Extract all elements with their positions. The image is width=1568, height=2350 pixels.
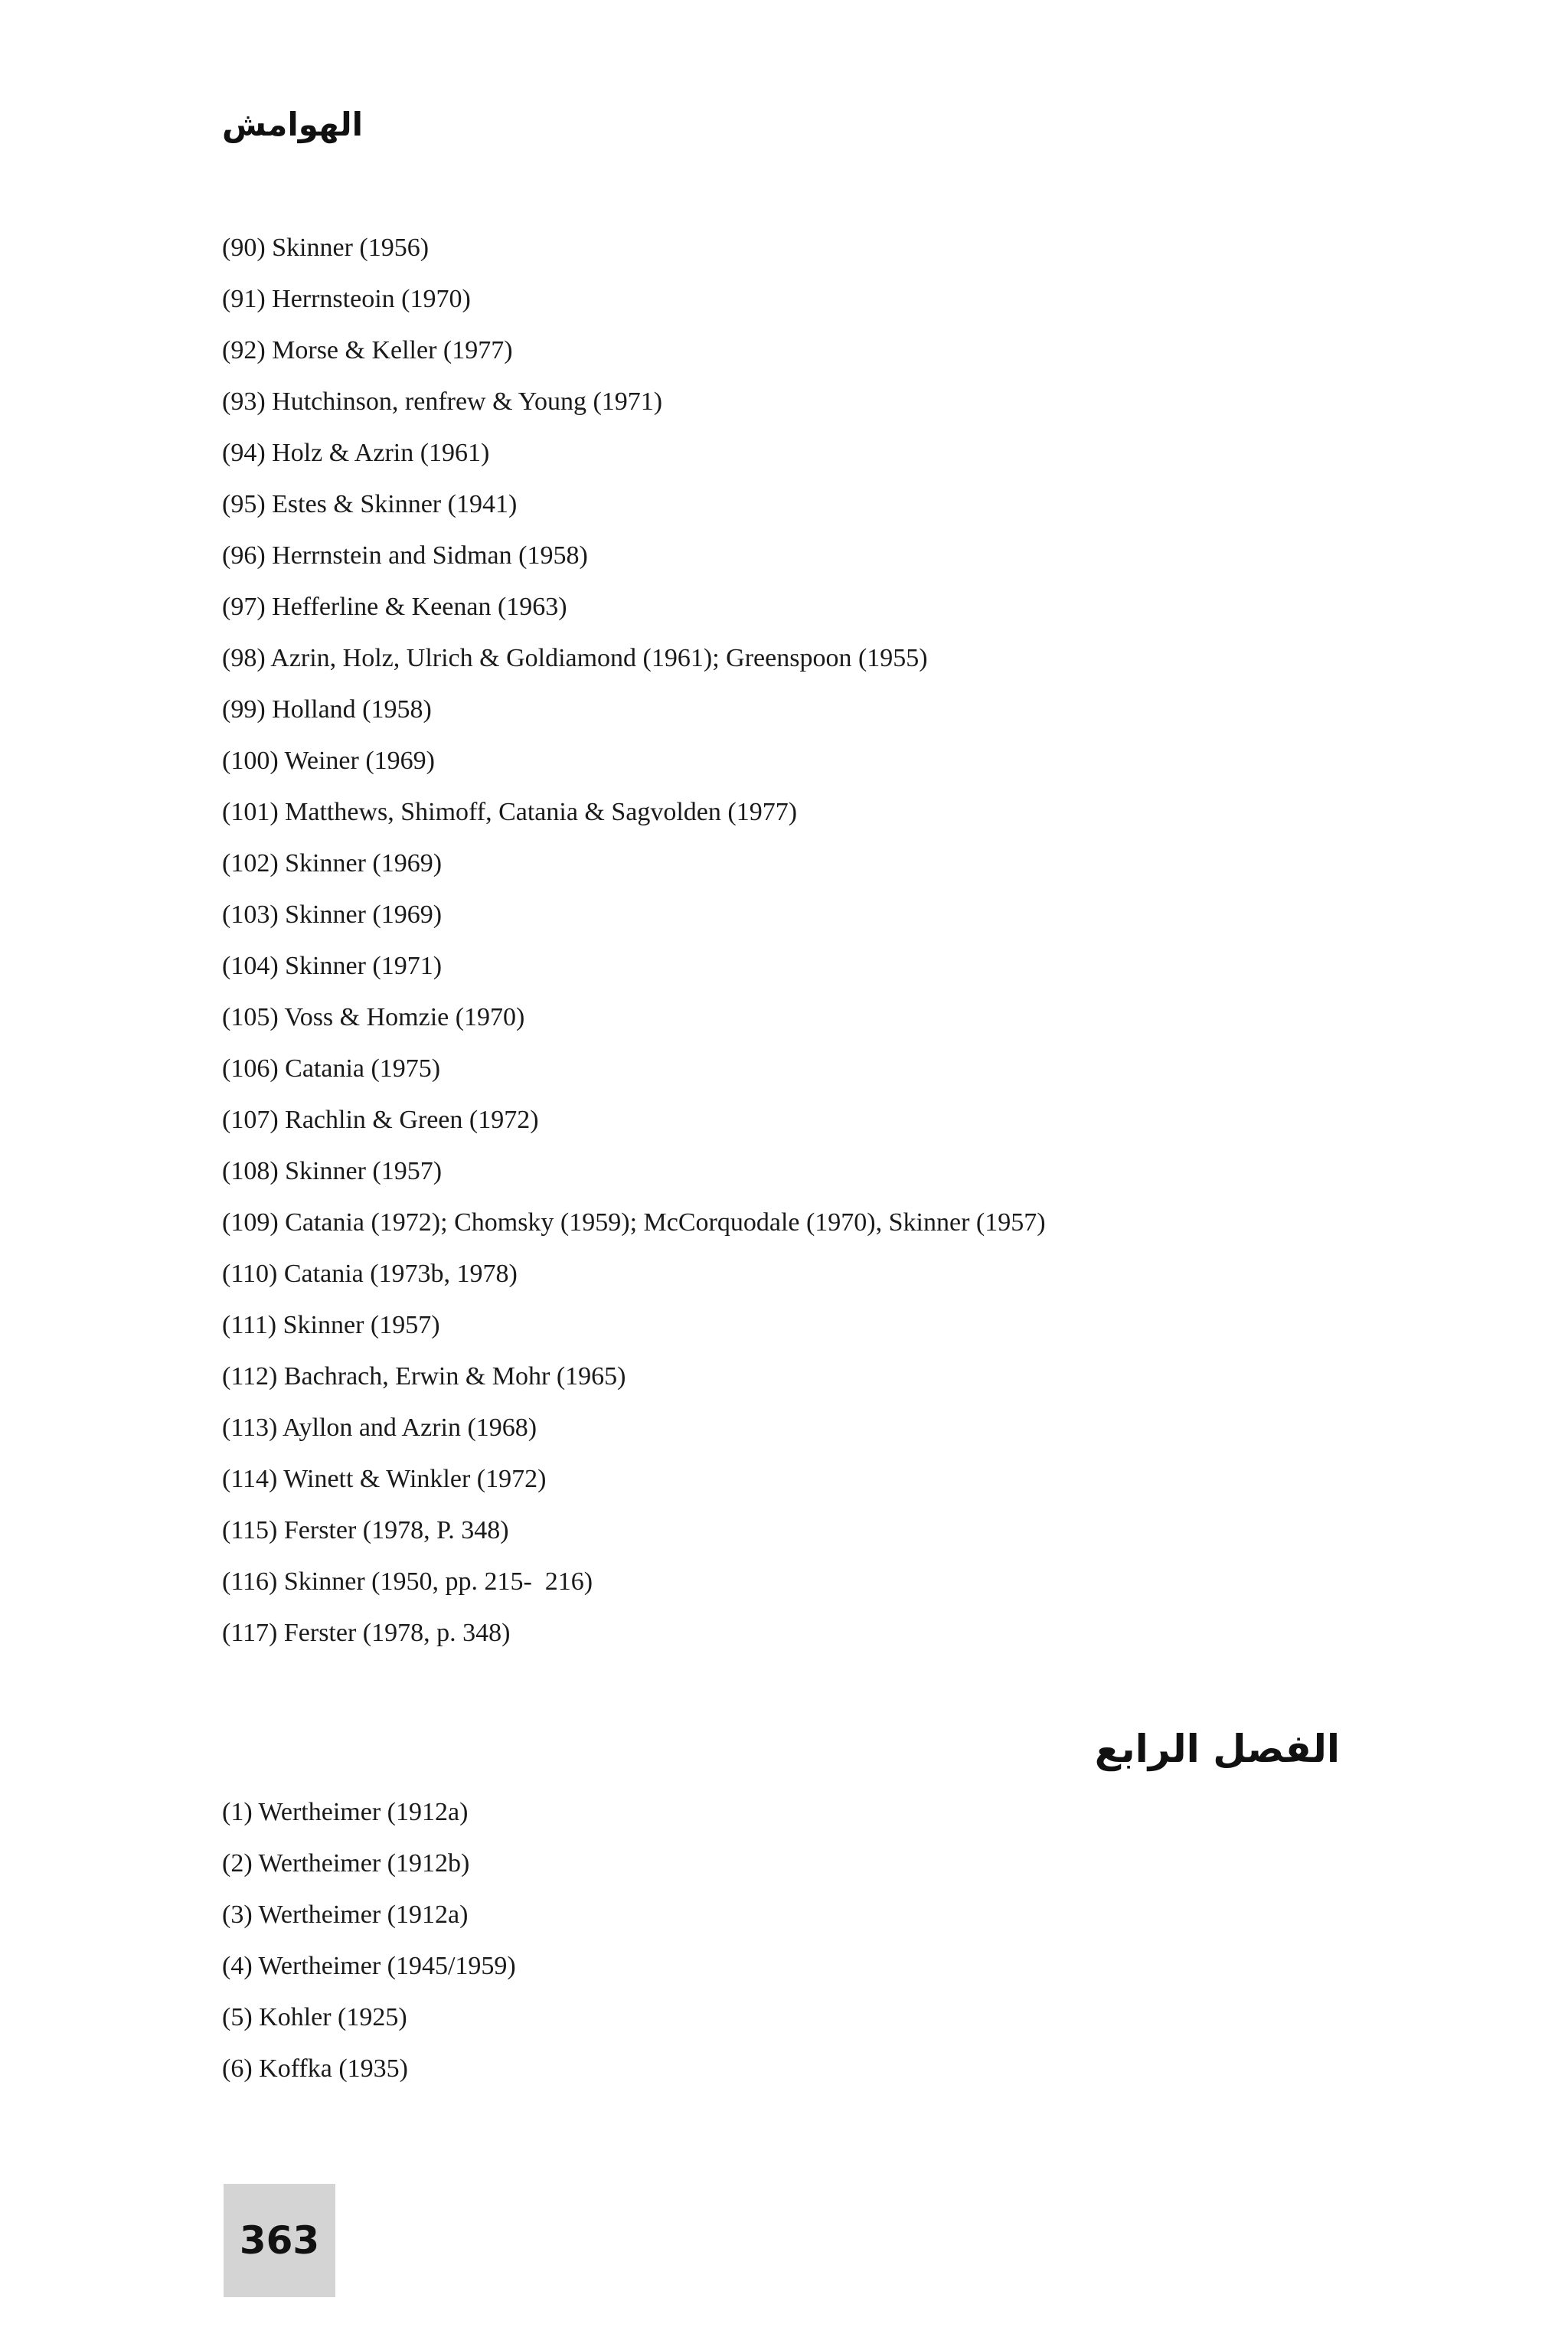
reference-list-chapter-4 [222, 1790, 516, 2098]
reference-item: (96) Herrnstein and Sidman (1958) [222, 541, 588, 570]
reference-item: (97) Hefferline & Keenan (1963) [222, 593, 567, 621]
page-number-box [224, 2184, 335, 2297]
reference-item: (105) Voss & Homzie (1970) [222, 1003, 525, 1031]
reference-item: (106) Catania (1975) [222, 1054, 441, 1083]
reference-item: (94) Holz & Azrin (1961) [222, 439, 490, 467]
reference-item: (91) Herrnsteoin (1970) [222, 285, 471, 313]
reference-item: (111) Skinner (1957) [222, 1311, 440, 1339]
reference-item: (90) Skinner (1956) [222, 234, 430, 262]
reference-item: (95) Estes & Skinner (1941) [222, 490, 518, 518]
reference-item: (6) Koffka (1935) [222, 2054, 408, 2083]
reference-item: (113) Ayllon and Azrin (1968) [222, 1414, 537, 1442]
reference-item: (99) Holland (1958) [222, 695, 432, 724]
reference-item: (2) Wertheimer (1912b) [222, 1849, 470, 1878]
reference-item: (3) Wertheimer (1912a) [222, 1901, 469, 1929]
reference-item: (5) Kohler (1925) [222, 2003, 407, 2031]
reference-item: (100) Weiner (1969) [222, 747, 435, 775]
reference-list-chapter-3 [222, 226, 1046, 1662]
reference-item: (103) Skinner (1969) [222, 900, 443, 929]
reference-item: (92) Morse & Keller (1977) [222, 336, 513, 364]
reference-item: (116) Skinner (1950, pp. 215- 216) [222, 1567, 593, 1596]
reference-item: (117) Ferster (1978, p. 348) [222, 1619, 511, 1647]
reference-item: (107) Rachlin & Green (1972) [222, 1106, 539, 1134]
reference-item: (114) Winett & Winkler (1972) [222, 1465, 547, 1493]
reference-item: (104) Skinner (1971) [222, 952, 443, 980]
reference-item: (110) Catania (1973b, 1978) [222, 1260, 518, 1288]
chapter-heading: الفصل الرابع [1094, 1727, 1340, 1771]
reference-item: (108) Skinner (1957) [222, 1157, 443, 1185]
reference-item: (115) Ferster (1978, P. 348) [222, 1516, 509, 1544]
page-title: الهوامش [222, 106, 363, 143]
reference-item: (93) Hutchinson, renfrew & Young (1971) [222, 387, 663, 416]
reference-item: (102) Skinner (1969) [222, 849, 443, 878]
reference-item: (98) Azrin, Holz, Ulrich & Goldiamond (1961); Greenspoon (1955) [222, 644, 928, 672]
reference-item: (109) Catania (1972); Chomsky (1959); McCorquodale (1970), Skinner (1957) [222, 1208, 1046, 1237]
page-number: 363 [239, 2218, 320, 2263]
reference-item: (112) Bachrach, Erwin & Mohr (1965) [222, 1362, 626, 1391]
reference-item: (4) Wertheimer (1945/1959) [222, 1952, 516, 1980]
reference-item: (1) Wertheimer (1912a) [222, 1798, 469, 1826]
reference-item: (101) Matthews, Shimoff, Catania & Sagvolden (1977) [222, 798, 798, 826]
